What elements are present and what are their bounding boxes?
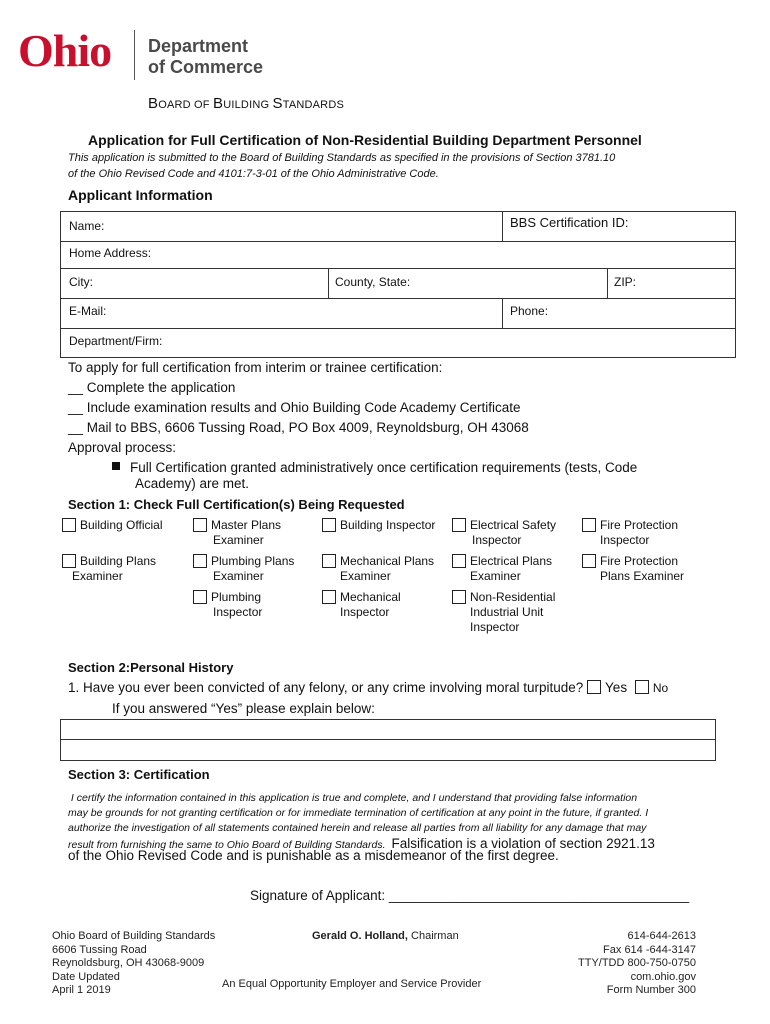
checkbox-icon[interactable] — [322, 518, 336, 532]
checkbox-icon[interactable] — [322, 554, 336, 568]
signature-line[interactable]: Signature of Applicant: ________________________________________ — [250, 888, 690, 903]
cert-label: Electrical Safety — [470, 518, 557, 532]
cert-label: Non-Residential — [470, 590, 556, 604]
checkbox-icon[interactable] — [193, 590, 207, 604]
cert-fire-protection-inspector[interactable] — [582, 518, 678, 548]
cert-mechanical-plans-examiner[interactable] — [322, 554, 434, 584]
checkbox-icon[interactable] — [62, 554, 76, 568]
chairman-name: Gerald O. Holland, — [312, 930, 408, 942]
cert-label: Building Plans — [80, 554, 157, 568]
cert-label: Inspector — [472, 533, 522, 547]
checkbox-icon[interactable] — [193, 518, 207, 532]
section-2-heading: Section 2:Personal History — [68, 660, 234, 675]
cert-label: Plans Examiner — [600, 569, 685, 583]
certification-statement — [68, 791, 708, 853]
cert-label: Building Inspector — [340, 518, 436, 532]
county-state-field-label[interactable]: County, State: — [335, 275, 411, 289]
cert-label: Mechanical — [340, 590, 401, 604]
footer-form-number: Form Number 300 — [606, 984, 696, 996]
approval-bullet — [112, 460, 712, 492]
cert-building-official[interactable] — [62, 518, 163, 533]
instruction-step-3: __ Mail to BBS, 6606 Tussing Road, PO Box 4009, Reynoldsburg, OH 43068 — [68, 420, 529, 435]
instructions-lead: To apply for full certification from interim or trainee certification: — [68, 360, 443, 375]
certification-grid — [60, 515, 714, 645]
cert-plumbing-plans-examiner[interactable] — [193, 554, 294, 584]
checkbox-icon[interactable] — [62, 518, 76, 532]
instructions — [68, 358, 529, 458]
explanation-box[interactable] — [60, 719, 716, 761]
yes-checkbox[interactable] — [587, 680, 601, 694]
board-uilding: UILDING — [223, 99, 273, 111]
dept-line-1: Department — [148, 36, 249, 56]
no-checkbox[interactable] — [635, 680, 649, 694]
cert-master-plans-examiner[interactable] — [193, 518, 281, 548]
dept-line-2: of Commerce — [148, 57, 264, 77]
intro-line-2: of the Ohio Revised Code and 4101:7-3-01 of the Ohio Administrative Code. — [68, 168, 439, 180]
cert-plumbing-inspector[interactable] — [193, 590, 262, 620]
cert-electrical-plans-examiner[interactable] — [452, 554, 552, 584]
cert-label: Industrial Unit — [470, 605, 544, 619]
board-oard: OARD OF — [158, 99, 213, 111]
checkbox-icon[interactable] — [193, 554, 207, 568]
checkbox-icon[interactable] — [452, 554, 466, 568]
phone-field-label[interactable]: Phone: — [510, 304, 549, 318]
cert-building-plans-examiner[interactable] — [62, 554, 156, 584]
cert-line-4: result from furnishing the same to Ohio Board of Building Standards. — [68, 839, 386, 851]
applicant-heading: Applicant Information — [68, 187, 213, 203]
home-address-field-label[interactable]: Home Address: — [69, 246, 152, 260]
footer-city: Reynoldsburg, OH 43068-9009 — [52, 957, 205, 969]
felony-question — [68, 680, 668, 695]
footer-address — [52, 930, 215, 998]
no-label: No — [652, 681, 669, 695]
cert-non-residential-industrial-unit-inspector[interactable] — [452, 590, 555, 635]
cert-label: Mechanical Plans — [340, 554, 435, 568]
felony-question-text: 1. Have you ever been convicted of any felony, or any crime involving moral turpitude? — [68, 680, 584, 695]
instruction-step-1: __ Complete the application — [68, 380, 236, 395]
checkbox-icon[interactable] — [582, 554, 596, 568]
board-tandards: TANDARDS — [282, 99, 345, 111]
applicant-table — [60, 211, 736, 358]
board-s: S — [272, 95, 283, 112]
cert-label: Examiner — [340, 569, 391, 583]
approval-line-1: Full Certification granted administratively once certification requirements (tests, Code — [130, 460, 638, 475]
city-field-label[interactable]: City: — [69, 275, 93, 289]
section-3-heading: Section 3: Certification — [68, 767, 210, 782]
checkbox-icon[interactable] — [582, 518, 596, 532]
email-field-label[interactable]: E-Mail: — [69, 304, 107, 318]
footer-eeo: An Equal Opportunity Employer and Service Provider — [222, 978, 482, 990]
footer-contact — [578, 930, 696, 998]
department-field-label[interactable]: Department/Firm: — [69, 334, 163, 348]
zip-field-label[interactable]: ZIP: — [614, 275, 637, 289]
cert-fire-protection-plans-examiner[interactable] — [582, 554, 684, 584]
cert-label: Inspector — [340, 605, 390, 619]
square-bullet-icon — [112, 462, 120, 470]
intro-text — [68, 150, 748, 182]
approval-heading: Approval process: — [68, 440, 177, 455]
footer-tty: TTY/TDD 800-750-0750 — [578, 957, 696, 969]
checkbox-icon[interactable] — [322, 590, 336, 604]
footer-phone: 614-644-2613 — [627, 930, 696, 942]
checkbox-icon[interactable] — [452, 590, 466, 604]
cert-label: Fire Protection — [600, 554, 679, 568]
footer-chairman — [312, 930, 459, 944]
cert-label: Building Official — [80, 518, 163, 532]
logo-divider — [134, 30, 135, 80]
footer-org: Ohio Board of Building Standards — [52, 930, 216, 942]
name-field-label[interactable]: Name: — [69, 219, 105, 233]
cert-label: Master Plans — [211, 518, 282, 532]
cert-label: Examiner — [213, 533, 264, 547]
intro-line-1: This application is submitted to the Board of Building Standards as specified in the provisions of Section 3781.10 — [68, 152, 616, 164]
cert-label: Examiner — [72, 569, 123, 583]
form-title: Application for Full Certification of Non-Residential Building Department Personnel — [88, 132, 642, 148]
footer-website: com.ohio.gov — [630, 970, 696, 983]
cert-label: Examiner — [470, 569, 521, 583]
chairman-title: Chairman — [407, 930, 459, 942]
yes-label: Yes — [605, 680, 628, 695]
ohio-logo: Ohio — [18, 25, 112, 76]
checkbox-icon[interactable] — [452, 518, 466, 532]
board-b: B — [148, 95, 159, 112]
footer-date: April 1 2019 — [52, 984, 111, 996]
footer-fax: Fax 614 -644-3147 — [603, 943, 696, 956]
bbs-id-field-label[interactable]: BBS Certification ID: — [510, 215, 629, 230]
cert-line-5: of the Ohio Revised Code and is punishable as a misdemeanor of the first degree. — [68, 848, 559, 863]
footer-date-label: Date Updated — [52, 970, 120, 983]
section-1-heading — [68, 496, 405, 512]
explanation-line-divider — [61, 739, 715, 740]
section-1-title: Check Full Certification(s) Being Requested — [130, 497, 405, 512]
approval-line-2: Academy) are met. — [135, 476, 250, 491]
cert-line-2: may be grounds for not granting certification or for immediate termination of certification at any point in the future, if granted. I — [68, 807, 649, 819]
footer-street: 6606 Tussing Road — [52, 943, 147, 956]
instruction-step-2: __ Include examination results and Ohio Building Code Academy Certificate — [68, 400, 521, 415]
explain-instruction: If you answered “Yes” please explain below: — [112, 701, 375, 716]
board-title — [148, 95, 344, 112]
cert-line-1: I certify the information contained in this application is true and complete, and I understand that providing false information — [68, 792, 638, 804]
cert-label: Plumbing — [211, 590, 262, 604]
cert-line-3: authorize the investigation of all statements contained herein and release all parties from all liability for any damage that may — [68, 822, 647, 834]
cert-mechanical-inspector[interactable] — [322, 590, 401, 620]
cert-label: Inspector — [213, 605, 263, 619]
section-1-label: Section 1: — [68, 497, 131, 512]
cert-label: Plumbing Plans — [211, 554, 295, 568]
cert-label: Examiner — [213, 569, 264, 583]
cert-label: Fire Protection — [600, 518, 679, 532]
cert-electrical-safety-inspector[interactable] — [452, 518, 556, 548]
cert-label: Inspector — [600, 533, 650, 547]
department-name — [148, 36, 263, 78]
cert-label: Inspector — [470, 620, 520, 634]
cert-building-inspector[interactable] — [322, 518, 435, 533]
cert-line-4b: Falsification is a violation of section 2921.13 — [391, 836, 655, 851]
board-b2: B — [213, 95, 224, 112]
cert-label: Electrical Plans — [470, 554, 553, 568]
